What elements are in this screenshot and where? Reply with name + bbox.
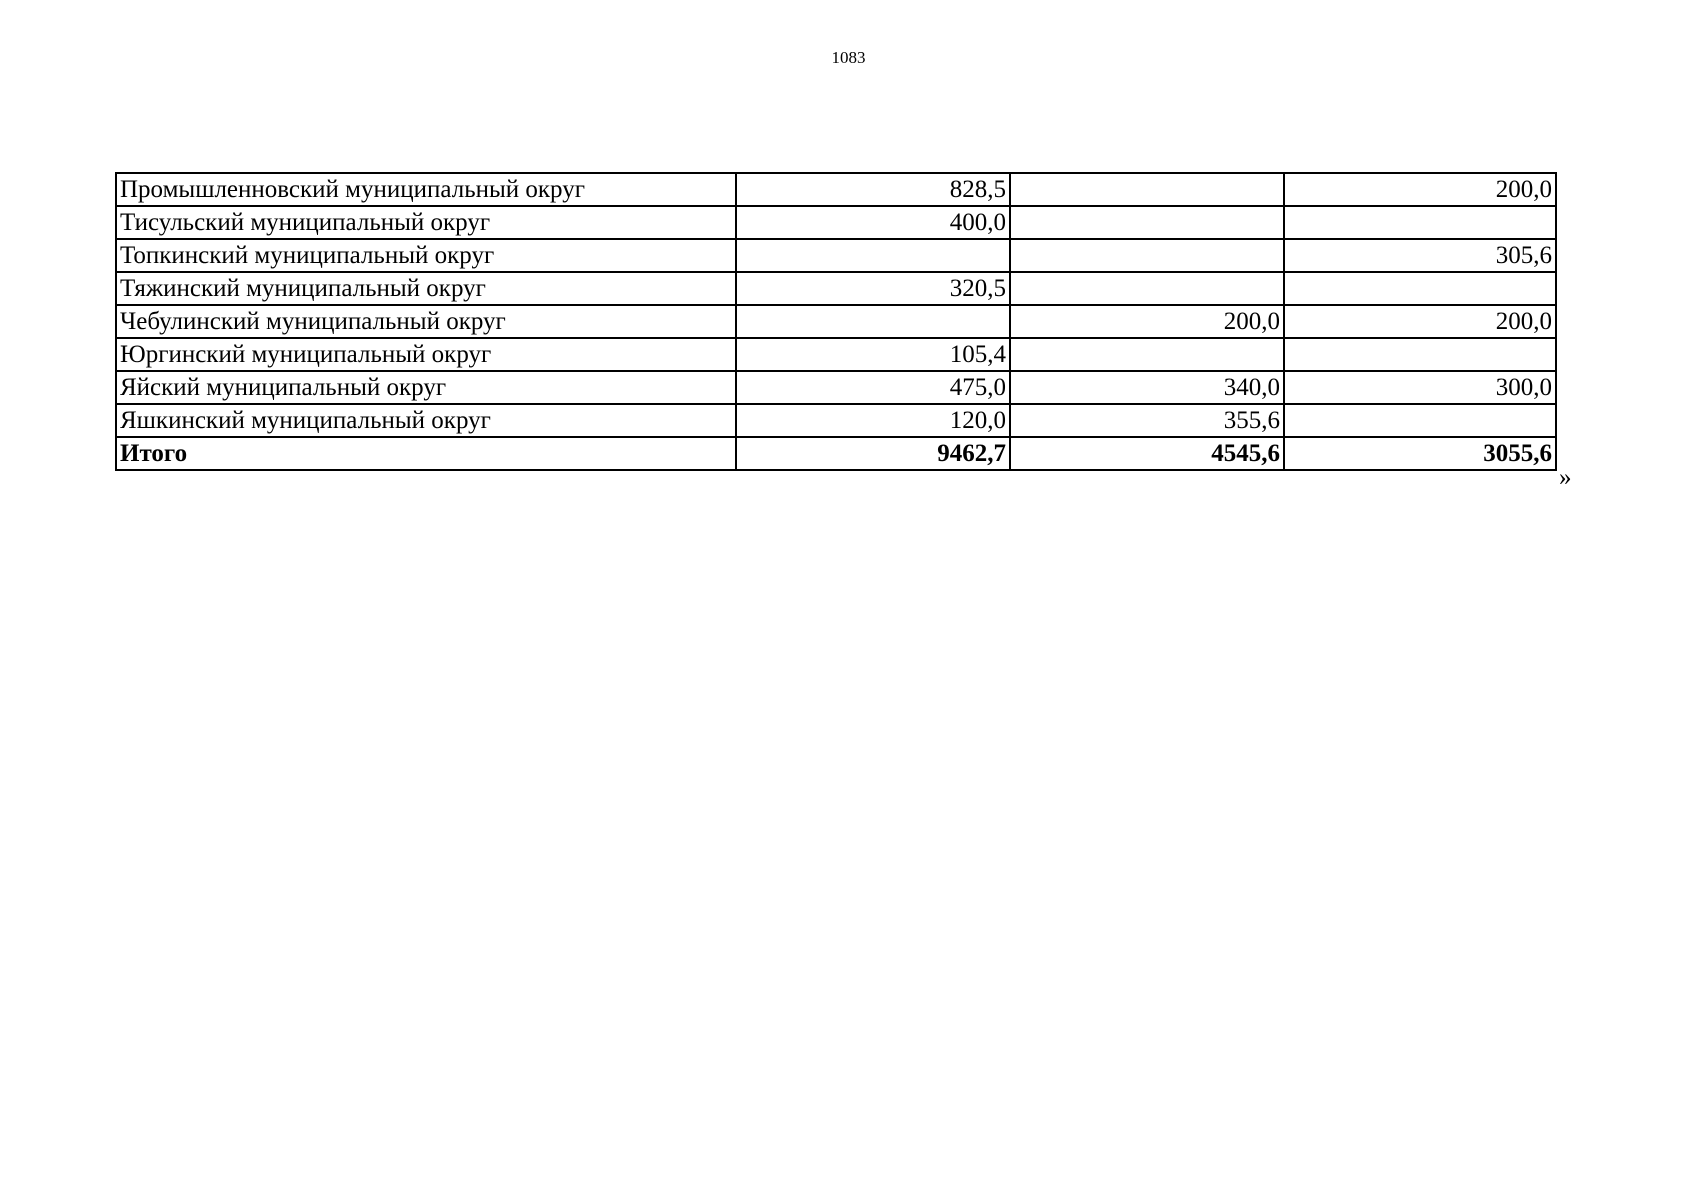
district-name: Тисульский муниципальный округ xyxy=(116,206,736,239)
value-col-3 xyxy=(1284,338,1556,371)
total-value-col-2: 4545,6 xyxy=(1010,437,1284,470)
value-col-1 xyxy=(736,239,1010,272)
value-col-1: 120,0 xyxy=(736,404,1010,437)
district-name: Топкинский муниципальный округ xyxy=(116,239,736,272)
district-name: Юргинский муниципальный округ xyxy=(116,338,736,371)
district-name: Чебулинский муниципальный округ xyxy=(116,305,736,338)
value-col-2 xyxy=(1010,206,1284,239)
table-row xyxy=(116,404,1556,437)
value-col-3: 200,0 xyxy=(1284,173,1556,206)
page-number: 1083 xyxy=(831,48,866,67)
total-value-col-3: 3055,6 xyxy=(1284,437,1556,470)
district-name: Яшкинский муниципальный округ xyxy=(116,404,736,437)
value-col-2 xyxy=(1010,272,1284,305)
district-name: Тяжинский муниципальный округ xyxy=(116,272,736,305)
table-row xyxy=(116,371,1556,404)
value-col-1: 828,5 xyxy=(736,173,1010,206)
value-col-3: 300,0 xyxy=(1284,371,1556,404)
table-row xyxy=(116,338,1556,371)
closing-quote: » xyxy=(1559,464,1572,491)
district-name: Яйский муниципальный округ xyxy=(116,371,736,404)
data-table xyxy=(115,172,1557,471)
total-value-col-1: 9462,7 xyxy=(736,437,1010,470)
value-col-3: 200,0 xyxy=(1284,305,1556,338)
value-col-2: 340,0 xyxy=(1010,371,1284,404)
table-row xyxy=(116,206,1556,239)
value-col-1: 400,0 xyxy=(736,206,1010,239)
value-col-2: 200,0 xyxy=(1010,305,1284,338)
value-col-1: 320,5 xyxy=(736,272,1010,305)
value-col-2 xyxy=(1010,338,1284,371)
total-row xyxy=(116,437,1556,470)
table-row xyxy=(116,239,1556,272)
value-col-1: 475,0 xyxy=(736,371,1010,404)
table-row xyxy=(116,173,1556,206)
value-col-1: 105,4 xyxy=(736,338,1010,371)
value-col-1 xyxy=(736,305,1010,338)
total-label: Итого xyxy=(116,437,736,470)
value-col-3 xyxy=(1284,206,1556,239)
table-row xyxy=(116,305,1556,338)
value-col-2 xyxy=(1010,173,1284,206)
district-name: Промышленновский муниципальный округ xyxy=(116,173,736,206)
table-row xyxy=(116,272,1556,305)
value-col-3: 305,6 xyxy=(1284,239,1556,272)
value-col-3 xyxy=(1284,404,1556,437)
value-col-3 xyxy=(1284,272,1556,305)
value-col-2: 355,6 xyxy=(1010,404,1284,437)
value-col-2 xyxy=(1010,239,1284,272)
